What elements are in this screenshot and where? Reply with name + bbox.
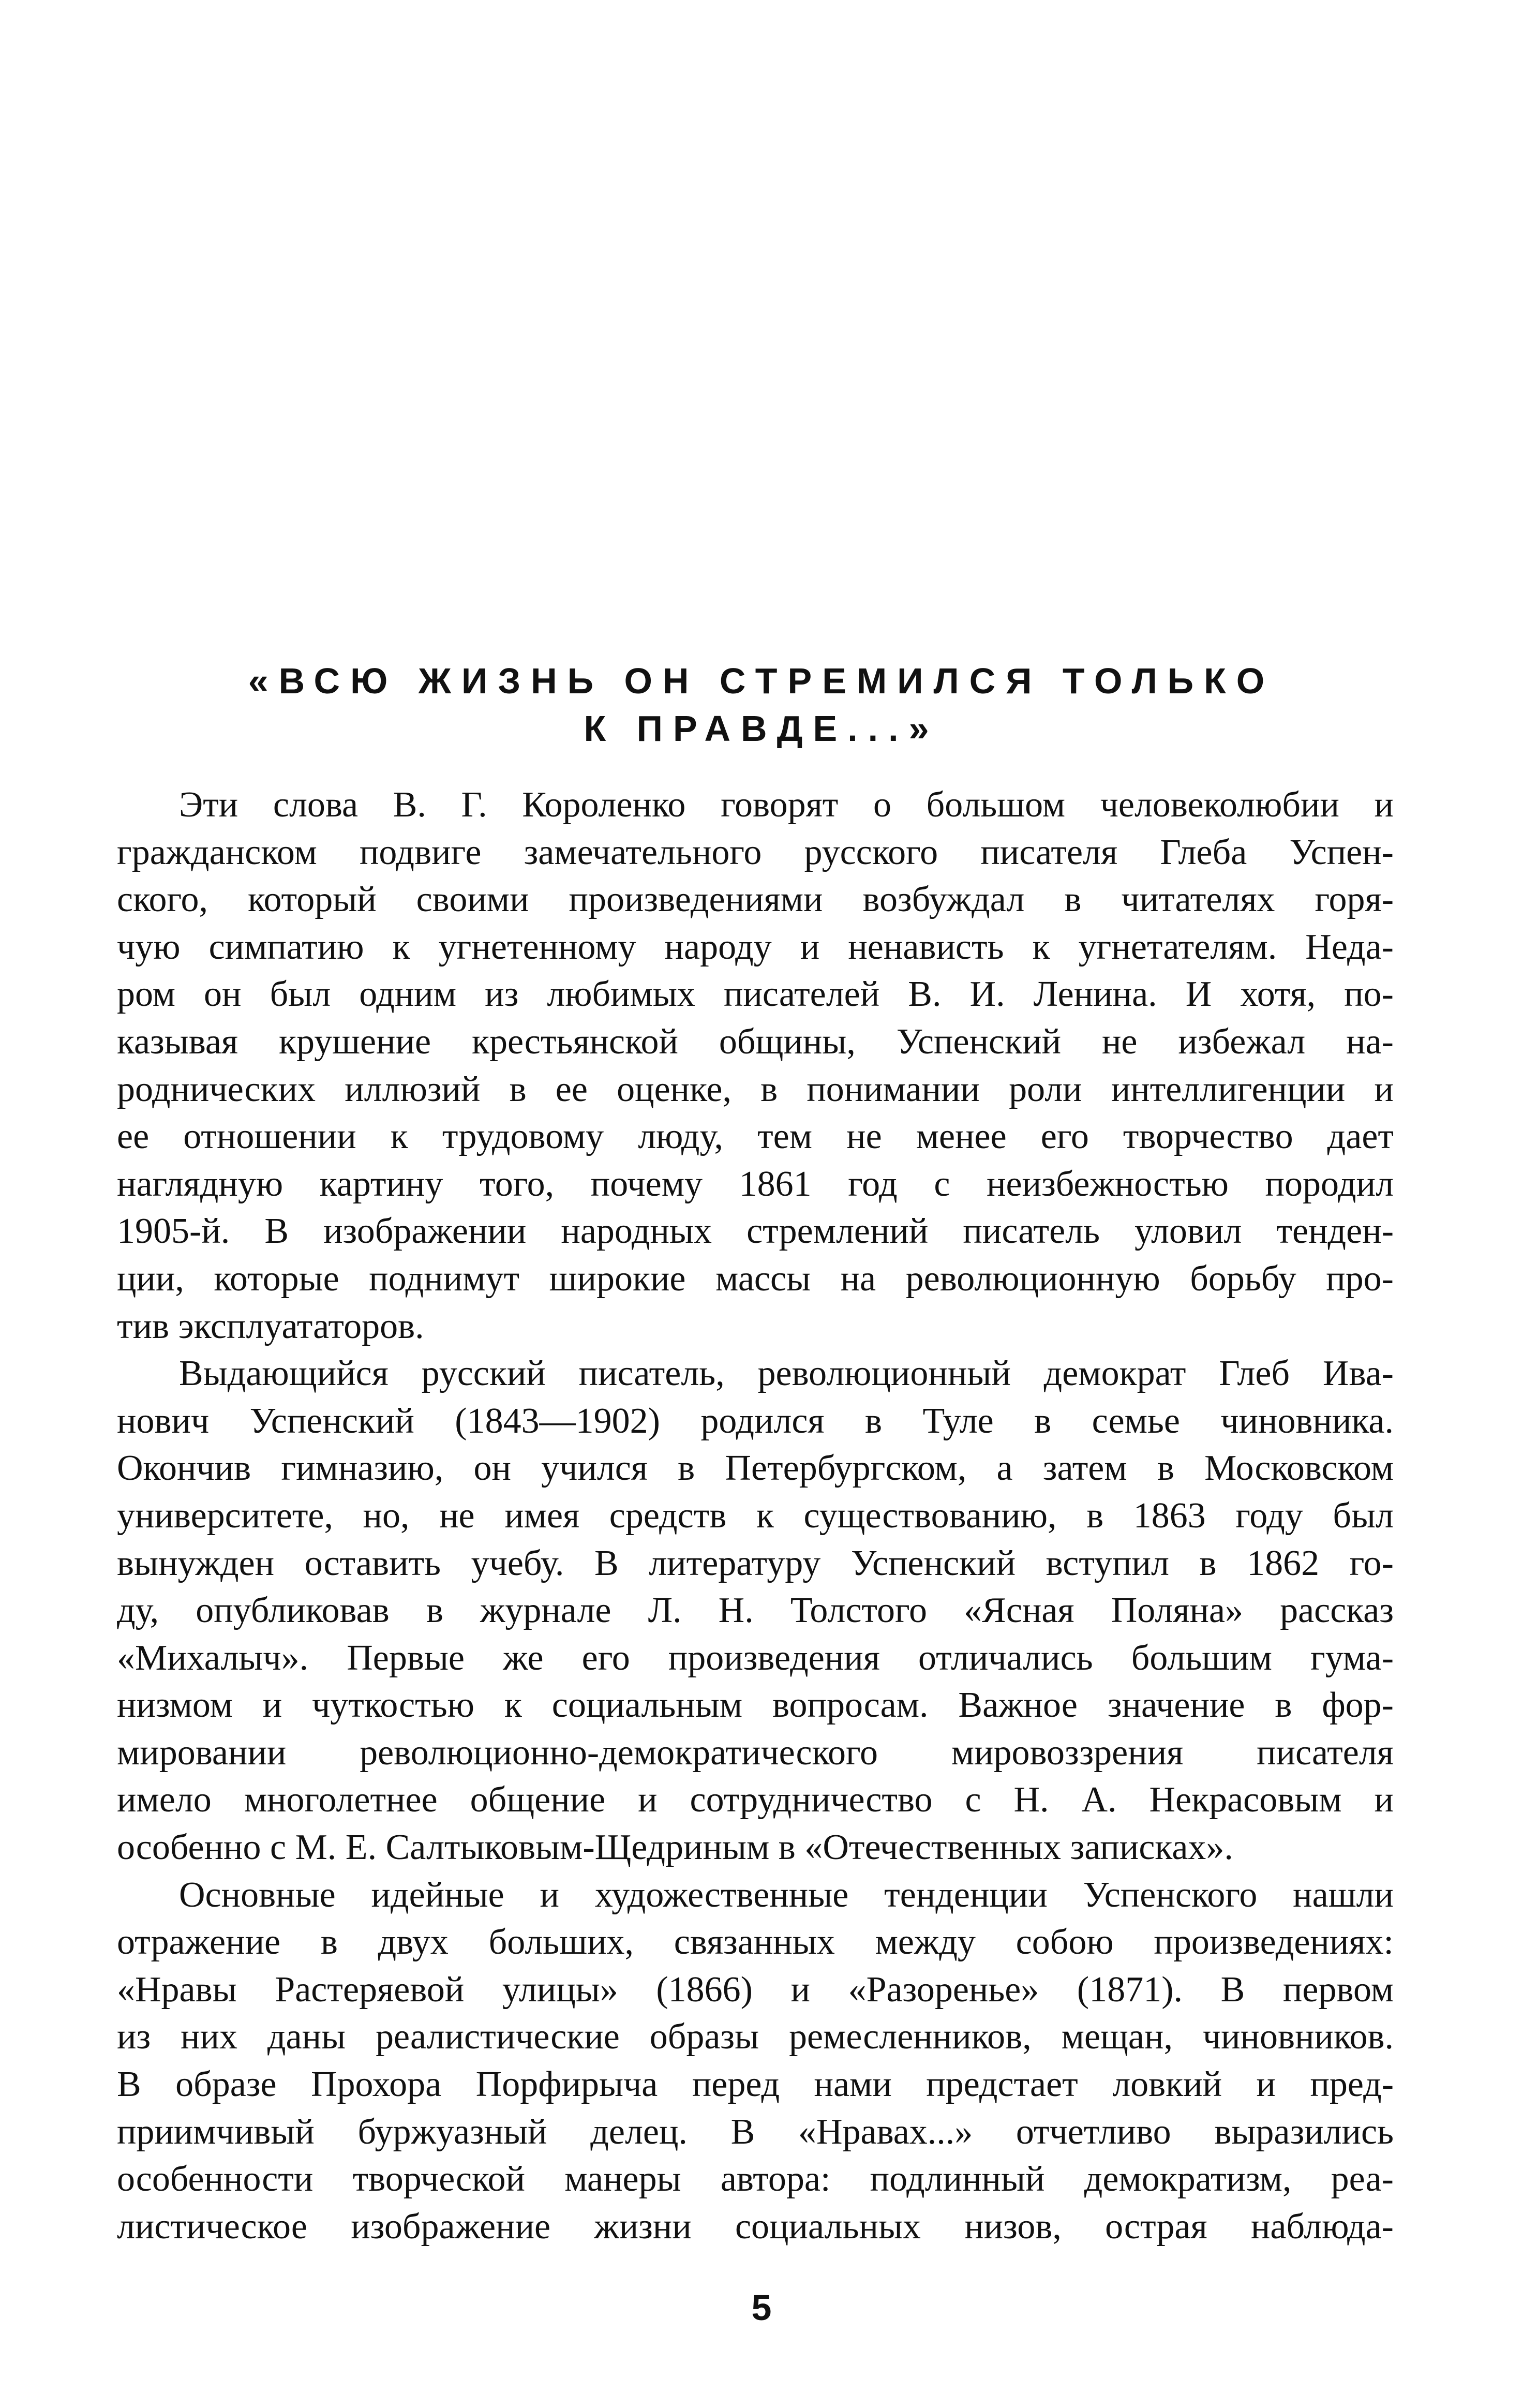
- text-line: из них даны реалистические образы ремесленников, мещан, чиновников.: [117, 2017, 1394, 2057]
- text-line: имело многолетнее общение и сотрудничество с Н. А. Некрасовым и: [117, 1780, 1394, 1820]
- text-line: вынужден оставить учебу. В литературу Успенский вступил в 1862 го-: [117, 1543, 1394, 1583]
- text-line: Окончив гимназию, он учился в Петербургском, а затем в Московском: [117, 1448, 1394, 1489]
- text-line: ром он был одним из любимых писателей В. И. Ленина. И хотя, по-: [117, 974, 1394, 1015]
- text-line: приимчивый буржуазный делец. В «Нравах...» отчетливо выразились: [117, 2112, 1394, 2152]
- text-line: нович Успенский (1843—1902) родился в Туле в семье чиновника.: [117, 1401, 1394, 1441]
- text-line: ду, опубликовав в журнале Л. Н. Толстого «Ясная Поляна» рассказ: [117, 1591, 1394, 1631]
- chapter-title-line-1: «ВСЮ ЖИЗНЬ ОН СТРЕМИЛСЯ ТОЛЬКО: [248, 661, 1275, 701]
- text-line: «Михалыч». Первые же его произведения отличались большим гума-: [117, 1638, 1394, 1678]
- paragraph-2: [117, 1350, 1394, 1871]
- text-line: Эти слова В. Г. Короленко говорят о большом человеколюбии и: [179, 785, 1394, 825]
- page-number: 5: [751, 2287, 772, 2328]
- text-line: тив эксплуататоров.: [117, 1306, 424, 1346]
- chapter-title: [103, 657, 1420, 752]
- text-line: В образе Прохора Порфирыча перед нами предстает ловкий и пред-: [117, 2064, 1394, 2105]
- text-line: листическое изображение жизни социальных низов, острая наблюда-: [117, 2206, 1394, 2247]
- text-line: ее отношении к трудовому люду, тем не менее его творчество дает: [117, 1117, 1394, 1157]
- text-line: особенности творческой манеры автора: подлинный демократизм, реа-: [117, 2159, 1394, 2199]
- body-text: [117, 781, 1394, 2250]
- text-line: Основные идейные и художественные тенденции Успенского нашли: [179, 1875, 1394, 1915]
- chapter-title-line-2: К ПРАВДЕ...»: [584, 708, 939, 749]
- text-line: низмом и чуткостью к социальным вопросам. Важное значение в фор-: [117, 1685, 1394, 1726]
- text-line: университете, но, не имея средств к существованию, в 1863 году был: [117, 1495, 1394, 1536]
- paragraph-1: [117, 781, 1394, 1350]
- text-line: Выдающийся русский писатель, революционный демократ Глеб Ива-: [179, 1354, 1394, 1394]
- text-line: гражданском подвиге замечательного русского писателя Глеба Успен-: [117, 832, 1394, 872]
- text-line: роднических иллюзий в ее оценке, в понимании роли интеллигенции и: [117, 1069, 1394, 1109]
- text-line: казывая крушение крестьянской общины, Успенский не избежал на-: [117, 1021, 1394, 1062]
- text-line: 1905-й. В изображении народных стремлений писатель уловил тенден-: [117, 1211, 1394, 1252]
- text-line: отражение в двух больших, связанных между собою произведениях:: [117, 1922, 1394, 1963]
- text-line: мировании революционно-демократического мировоззрения писателя: [117, 1732, 1394, 1773]
- paragraph-3: [117, 1871, 1394, 2251]
- text-line: ции, которые поднимут широкие массы на революционную борьбу про-: [117, 1258, 1394, 1299]
- text-line: особенно с М. Е. Салтыковым-Щедриным в «Отечественных записках».: [117, 1827, 1233, 1868]
- text-line: ского, который своими произведениями возбуждал в читателях горя-: [117, 880, 1394, 920]
- text-line: наглядную картину того, почему 1861 год с неизбежностью породил: [117, 1164, 1394, 1204]
- text-line: чую симпатию к угнетенному народу и ненависть к угнетателям. Неда-: [117, 927, 1394, 967]
- text-line: «Нравы Растеряевой улицы» (1866) и «Разоренье» (1871). В первом: [117, 1969, 1394, 2010]
